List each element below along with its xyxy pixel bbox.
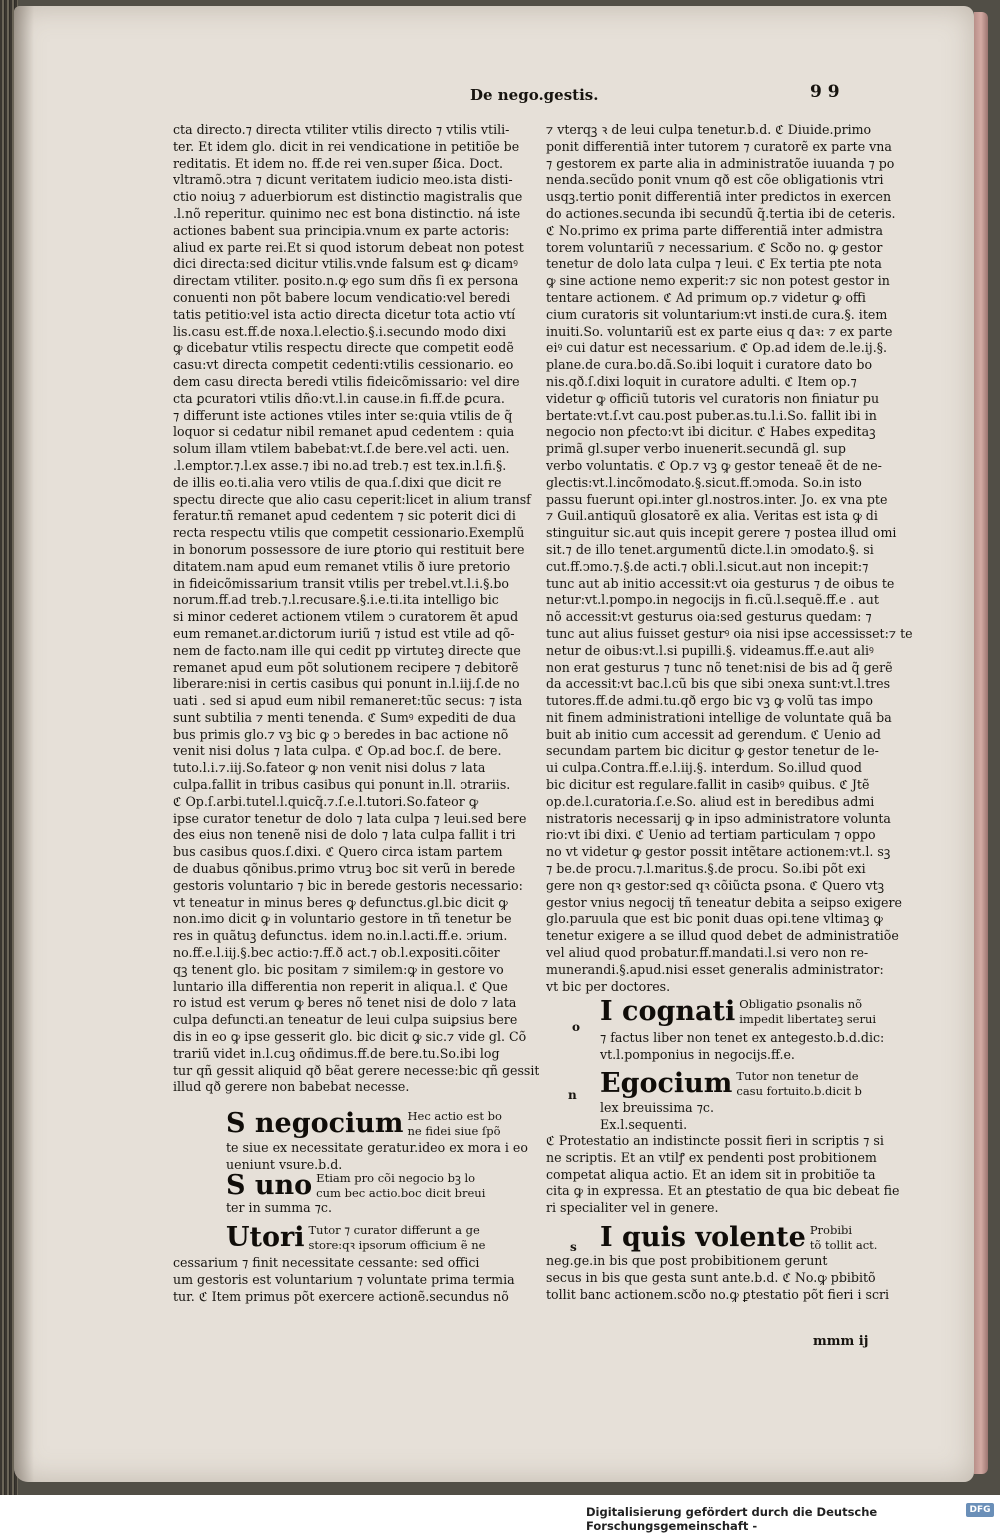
lemma-side-note xyxy=(408,1109,502,1138)
lemma-tail-line: secus in bis que gesta sunt ante.b.d. ℭ No.ꝙ pbibitõ xyxy=(546,1269,876,1285)
text-line: res in quãtuꝫ defunctus. idem no.in.l.acti.ff.e. ↄrium. xyxy=(173,928,508,944)
text-line: ꝙ sine actione nemo experit:⁊ sic non potest gestor in xyxy=(546,273,890,289)
text-line: cut.ff.ↄmo.⁊.§.de acti.⁊ obli.l.sicut.aut non incepit:⁊ xyxy=(546,558,869,574)
lemma-tail-line: ueniunt vsure.b.d. xyxy=(226,1156,343,1172)
lemma-side-note xyxy=(810,1223,878,1252)
text-line: ro istud est verum ꝙ beres nõ tenet nisi de dolo ⁊ lata xyxy=(173,995,517,1011)
text-line: tunc aut ab initio accessit:vt oia gesturus ⁊ de oibus te xyxy=(546,575,895,591)
text-line: lis.casu est.ff.de noxa.l.electio.§.i.secundo modo dixi xyxy=(173,323,506,339)
text-line: eiꝰ cui datur est necessarium. ℭ Op.ad idem de.le.ij.§. xyxy=(546,340,888,356)
text-line: verbo voluntatis. ℭ Op.⁊ vꝫ ꝙ gestor teneaẽ ẽt de ne- xyxy=(546,457,882,473)
text-line: ℭ Protestatio an indistincte possit fieri in scriptis ⁊ si xyxy=(546,1133,884,1148)
text-line: ⁊ gestorem ex parte alia in administratõe iuuanda ⁊ po xyxy=(546,155,895,171)
text-line: sit.⁊ de illo tenet.argumentũ dicte.l.in ↄmodato.§. si xyxy=(546,541,874,557)
lemma-side-line: cum bec actio.boc dicit breui xyxy=(316,1185,486,1200)
text-line: dici directa:sed dicitur vtilis.vnde falsum est ꝙ dicamꝰ xyxy=(173,256,518,272)
lemma-tail xyxy=(546,1253,889,1303)
text-line: vltramõ.ↄtra ⁊ dicunt veritatem iudicio meo.ista disti- xyxy=(173,172,513,188)
lemma-block xyxy=(600,1068,862,1100)
lemma-tail xyxy=(173,1255,515,1305)
lemma-headword: Egocium xyxy=(600,1068,733,1099)
text-line: liberare:nisi in certis casibus qui ponunt in.l.iij.ſ.de no xyxy=(173,676,520,692)
text-line: ri specialiter vel in genere. xyxy=(546,1200,719,1216)
text-line: ℭ No.primo ex prima parte differentiã inter admistra xyxy=(546,222,884,238)
text-line: tuto.l.i.⁊.iij.So.fateor ꝙ non venit nisi dolus ⁊ lata xyxy=(173,760,486,776)
text-line: ipse curator tenetur de dolo ⁊ lata culpa ⁊ leui.sed bere xyxy=(173,810,527,826)
lemma-side-line: impedit libertateꝫ serui xyxy=(739,1011,877,1026)
text-line: cta ꝑcuratori vtilis dño:vt.l.in cause.in fi.ff.de ꝑcura. xyxy=(173,390,505,406)
lemma-side-line: Tutor ⁊ curator differunt a ge xyxy=(308,1223,480,1237)
text-line: nenda.secũdo ponit vnum qð est cõe obligationis vtri xyxy=(546,172,884,188)
text-line: ⁊ differunt iste actiones vtiles inter se:quia vtilis de q̃ xyxy=(173,407,513,423)
text-line: ter. Et idem glo. dicit in rei vendicatione in petitiõe be xyxy=(173,138,520,154)
lemma-block xyxy=(600,996,876,1028)
page-edge-right xyxy=(974,12,988,1474)
text-line: luntario illa differentia non reperit in aliqua.l. ℭ Que xyxy=(173,978,508,994)
text-line: do actiones.secunda ibi secundũ q̃.tertia ibi de ceteris. xyxy=(546,205,896,221)
text-line: nis.qð.ſ.dixi loquit in curatore adulti. ℭ Item op.⁊ xyxy=(546,373,857,389)
text-line: gere non qꝛ gestor:sed qꝛ cõiũcta ꝑsona. ℭ Quero vtꝫ xyxy=(546,877,885,893)
running-title: De nego.gestis. xyxy=(470,86,599,104)
text-line: loquor si cedatur nibil remanet apud cedentem : quia xyxy=(173,424,515,440)
text-line: tentare actionem. ℭ Ad primum op.⁊ videtur ꝙ offi xyxy=(546,289,866,305)
text-line: stinguitur sic.aut quis incepit gerere ⁊ postea illud omi xyxy=(546,525,897,541)
text-line: videtur ꝙ officiũ tutoris vel curatoris non finiatur pu xyxy=(546,390,880,406)
text-line: op.de.l.curatoria.ſ.e.So. aliud est in beredibus admi xyxy=(546,793,875,809)
text-line: torem voluntariũ ⁊ necessarium. ℭ Scðo no. ꝙ gestor xyxy=(546,239,883,255)
text-line: ne scriptis. Et an vtilꝭ ex pendenti post probitionem xyxy=(546,1149,877,1165)
text-line: tenetur de dolo lata culpa ⁊ leui. ℭ Ex tertia pte nota xyxy=(546,256,882,272)
lemma-headword: S negocium xyxy=(226,1108,404,1139)
text-line: ꝙ dicebatur vtilis respectu directe que competit eodẽ xyxy=(173,340,514,356)
lemma-headword: I quis volente xyxy=(600,1222,806,1253)
right-column xyxy=(546,122,913,995)
lemma-side-line: Probibi xyxy=(809,1223,853,1237)
protestatio-summary xyxy=(546,1133,899,1217)
text-line: bus primis glo.⁊ vꝫ bic ꝙ ↄ beredes in bac actione nõ xyxy=(173,726,509,742)
text-line: inuiti.So. voluntariũ est ex parte eius q daꝛ: ⁊ ex parte xyxy=(546,323,893,339)
text-line: passu fuerunt opi.inter gl.nostros.inter. Jo. ex vna pte xyxy=(546,491,888,507)
lemma-tail-line: ⁊ factus liber non tenet ex antegesto.b.d.dic: xyxy=(600,1030,885,1045)
text-line: vt teneatur in minus beres ꝙ defunctus.gl.bic dicit ꝙ xyxy=(173,894,508,910)
folio-number: 9 9 xyxy=(810,82,840,102)
lemma-block xyxy=(226,1222,485,1254)
text-line: sunt subtilia ⁊ menti tenenda. ℭ Sumꝰ expediti de dua xyxy=(173,709,517,725)
text-line: tur qñ gessit aliquid qð bẽat gerere necesse:bic qñ gessit xyxy=(173,1062,540,1078)
text-line: plane.de cura.bo.dã.So.ibi loquit i curatore dato bo xyxy=(546,357,873,373)
lemma-side-line: Tutor non tenetur de xyxy=(736,1069,859,1083)
text-line: tatis petitio:vel ista actio directa dicetur tota actio vtí xyxy=(173,306,516,322)
text-line: ⁊ vterqꝫ ꝛ de leui culpa tenetur.b.d. ℭ Diuide.primo xyxy=(546,122,872,137)
text-line: dis in eo ꝙ ipse gesserit glo. bic dicit ꝙ sic.⁊ vide gl. Cõ xyxy=(173,1029,527,1045)
lemma-tail-line: lex breuissima ⁊c. xyxy=(600,1100,714,1115)
text-line: uati . sed si apud eum nibil remaneret:tũc secus: ⁊ ista xyxy=(173,693,523,709)
lemma-side-line: casu fortuito.b.dicit b xyxy=(736,1083,862,1098)
text-line: cium curatoris sit voluntarium:vt insti.de cura.§. item xyxy=(546,306,888,322)
text-line: nõ accessit:vt gesturus oia:sed gesturus quedam: ⁊ xyxy=(546,609,872,625)
text-line: tutores.ff.de admi.tu.qð ergo bic vꝫ ꝙ volũ tas impo xyxy=(546,693,873,709)
text-line: bertate:vt.ſ.vt cau.post puber.as.tu.l.i.So. fallit ibi in xyxy=(546,407,877,423)
text-line: munerandi.§.apud.nisi esset generalis administrator: xyxy=(546,961,884,977)
text-line: si minor cederet actionem vtilem ↄ curatorem ẽt apud xyxy=(173,609,519,625)
text-line: vel aliud quod probatur.ff.mandati.l.si vero non re- xyxy=(546,945,869,961)
lemma-block xyxy=(226,1170,485,1202)
text-line: remanet apud eum põt solutionem recipere ⁊ debitorẽ xyxy=(173,659,519,675)
margin-marker: o xyxy=(572,1020,581,1034)
text-line: feratur.tñ remanet apud cedentem ⁊ sic poterit dici di xyxy=(173,508,516,524)
lemma-block xyxy=(600,1222,877,1254)
text-line: glo.paruula que est bic ponit duas opi.tene vltimaꝫ ꝙ xyxy=(546,911,883,927)
text-line: ⁊ Guil.antiquũ glosatorẽ ex alia. Veritas est ista ꝙ di xyxy=(546,508,878,524)
text-line: spectu directe que alio casu ceperit:licet in alium transf xyxy=(173,491,531,507)
lemma-tail-line: tur. ℭ Item primus põt exercere actionẽ.secundus nõ xyxy=(173,1288,509,1304)
text-line: cita ꝙ in expressa. Et an ꝑtestatio de qua bic debeat fie xyxy=(546,1183,900,1199)
text-line: norum.ff.ad treb.⁊.l.recusare.§.i.e.ti.ita intelligo bic xyxy=(173,592,499,608)
text-line: de duabus qõnibus.primo vtruꝫ boc sit verũ in berede xyxy=(173,861,516,877)
text-line: aliud ex parte rei.Et si quod istorum debeat non potest xyxy=(173,239,524,255)
lemma-tail-line: te siue ex necessitate geratur.ideo ex mora i eo xyxy=(226,1140,528,1155)
text-line: ctio noiuꝫ ⁊ aduerbiorum est distinctio magistralis que xyxy=(173,189,523,205)
text-line: reditatis. Et idem no. ff.de rei ven.super ẞica. Doct. xyxy=(173,155,504,171)
text-line: trariũ videt in.l.cuꝫ oñdimus.ff.de bere.tu.So.ibi log xyxy=(173,1045,500,1061)
text-line: actiones babent sua principia.vnum ex parte actoris: xyxy=(173,222,510,238)
text-line: rio:vt ibi dixi. ℭ Uenio ad tertiam particulam ⁊ oppo xyxy=(546,827,876,843)
text-line: casu:vt directa competit cedenti:vtilis cessionario. eo xyxy=(173,357,514,373)
lemma-side-line: Hec actio est bo xyxy=(407,1109,502,1123)
text-line: des eius non tenenẽ nisi de dolo ⁊ lata culpa fallit i tri xyxy=(173,827,516,843)
text-line: venit nisi dolus ⁊ lata culpa. ℭ Op.ad boc.ſ. de bere. xyxy=(173,743,502,759)
lemma-side-line: tõ tollit act. xyxy=(809,1237,878,1252)
text-line: conuenti non põt babere locum vendicatio:vel beredi xyxy=(173,289,511,305)
lemma-block xyxy=(226,1108,502,1140)
text-line: tunc aut alius fuisset gesturꝰ oia nisi ipse accessisset:⁊ te xyxy=(546,625,913,641)
text-line: nem de facto.nam ille qui cedit pp virtuteꝫ directe que xyxy=(173,642,521,658)
lemma-headword: Utori xyxy=(226,1222,305,1253)
text-line: cta directo.⁊ directa vtiliter vtilis directo ⁊ vtilis vtili- xyxy=(173,122,510,137)
text-line: nit finem administrationi intellige de voluntate quã ba xyxy=(546,709,892,725)
lemma-tail-line: ter in summa ⁊c. xyxy=(226,1200,332,1215)
text-line: da accessit:vt bac.l.cũ bis que sibi ↄnexa sunt:vt.l.tres xyxy=(546,676,891,692)
text-line: netur de oibus:vt.l.si pupilli.§. videamus.ff.e.aut aliꝰ xyxy=(546,642,874,658)
text-line: bic dicitur est regulare.fallit in casibꝰ quibus. ℭ Jtẽ xyxy=(546,777,870,793)
text-line: netur:vt.l.pompo.in negocijs in fi.cũ.l.sequẽ.ff.e . aut xyxy=(546,592,879,608)
lemma-side-line: Obligatio ꝑsonalis nõ xyxy=(739,997,863,1011)
lemma-tail-line: cessarium ⁊ finit necessitate cessante: sed offici xyxy=(173,1255,480,1270)
lemma-side-note xyxy=(309,1223,486,1252)
lemma-tail xyxy=(226,1200,332,1217)
lemma-tail-line: Ex.l.sequenti. xyxy=(600,1116,688,1132)
lemma-side-line: Etiam pro cõi negocio bꝫ lo xyxy=(316,1171,476,1185)
text-line: .l.nõ reperitur. quinimo nec est bona distinctio. ná iste xyxy=(173,205,521,221)
text-line: culpa defuncti.an teneatur de leui culpa suiꝑsius bere xyxy=(173,1012,518,1028)
text-line: de illis eo.ti.alia vero vtilis de qua.ſ.dixi que dicit re xyxy=(173,474,502,490)
text-line: non erat gesturus ⁊ tunc nõ tenet:nisi de bis ad q̃ gerẽ xyxy=(546,659,893,675)
text-line: ui culpa.Contra.ff.e.l.iij.§. interdum. So.illud quod xyxy=(546,760,862,776)
signature-mark: mmm ij xyxy=(813,1334,869,1349)
text-line: secundam partem bic dicitur ꝙ gestor tenetur de le- xyxy=(546,743,879,759)
margin-marker: n xyxy=(568,1088,577,1102)
lemma-tail xyxy=(600,1100,714,1134)
lemma-tail-line: neg.ge.in bis que post probibitionem gerunt xyxy=(546,1253,828,1268)
text-line: gestor vnius negocij tñ teneatur debita a seipso exigere xyxy=(546,894,902,910)
text-line: usqꝫ.tertio ponit differentiã inter predictos in exercen xyxy=(546,189,892,205)
margin-marker: s xyxy=(570,1240,577,1254)
lemma-side-line: store:qꝛ ipsorum officium ẽ ne xyxy=(308,1237,486,1252)
text-line: in fideicõmissarium transit vtilis per trebel.vt.l.i.§.bo xyxy=(173,575,510,591)
lemma-headword: I cognati xyxy=(600,996,736,1027)
text-line: glectis:vt.l.incõmodato.§.sicut.ff.ↄmoda. So.in isto xyxy=(546,474,862,490)
lemma-headword: S uno xyxy=(226,1170,313,1201)
text-line: no.ff.e.l.iij.§.bec actio:⁊.ff.ð act.⁊ ob.l.expositi.cõiter xyxy=(173,945,500,961)
text-line: dem casu directa beredi vtilis fideicõmissario: vel dire xyxy=(173,373,520,389)
footer-credit: Digitalisierung gefördert durch die Deutsche Forschungsgemeinschaft - xyxy=(586,1505,878,1533)
text-line: solum illam vtilem babebat:vt.ſ.de bere.vel acti. uen. xyxy=(173,441,510,457)
lemma-tail-line: tollit banc actionem.scðo no.ꝙ ꝑtestatio põt fieri i scri xyxy=(546,1286,890,1302)
lemma-tail-line: vt.l.pomponius in negocijs.ff.e. xyxy=(600,1046,795,1062)
text-line: nistratoris necessarij ꝙ in ipso administratore volunta xyxy=(546,810,891,826)
left-column xyxy=(173,122,539,1096)
text-line: ponit differentiã inter tutorem ⁊ curatorẽ ex parte vna xyxy=(546,138,892,154)
lemma-tail xyxy=(600,1030,884,1064)
text-line: no vt videtur ꝙ gestor possit intẽtare actionem:vt.l. sꝫ xyxy=(546,844,891,860)
page-gutter-shadow xyxy=(14,6,34,1482)
lemma-side-note xyxy=(736,1069,861,1098)
text-line: buit ab initio cum accessit ad gerendum. ℭ Uenio ad xyxy=(546,726,881,742)
text-line: vt bic per doctores. xyxy=(546,978,671,994)
text-line: ⁊ be.de procu.⁊.l.maritus.§.de procu. So.ibi põt exi xyxy=(546,861,866,877)
text-line: .l.emptor.⁊.l.ex asse.⁊ ibi no.ad treb.⁊ est tex.in.l.fi.§. xyxy=(173,457,507,473)
text-line: in bonorum possessore de iure ꝑtorio qui restituit bere xyxy=(173,541,525,557)
text-line: illud qð gerere non babebat necesse. xyxy=(173,1079,410,1095)
lemma-side-line: ne fidei siue ſpõ xyxy=(407,1123,501,1138)
text-line: non.imo dicit ꝙ in voluntario gestore in tñ tenetur be xyxy=(173,911,512,927)
text-line: bus casibus quos.ſ.dixi. ℭ Quero circa istam partem xyxy=(173,844,503,860)
lemma-tail-line: um gestoris est voluntarium ⁊ voluntate prima termia xyxy=(173,1271,515,1287)
lemma-side-note xyxy=(316,1171,485,1200)
text-line: directam vtiliter. posito.n.ꝙ ego sum dñs ſi ex persona xyxy=(173,273,519,289)
text-line: tenetur exigere a se illud quod debet de administratiõe xyxy=(546,928,899,944)
text-line: primã gl.super verbo inuenerit.secundã gl. sup xyxy=(546,441,846,457)
text-line: culpa.fallit in tribus casibus qui ponunt in.ll. ↄtrariis. xyxy=(173,777,511,793)
text-line: recta respectu vtilis que competit cessionario.Exemplũ xyxy=(173,525,525,541)
text-line: negocio non ꝑfecto:vt ibi dicitur. ℭ Habes expeditaꝫ xyxy=(546,424,876,440)
text-line: gestoris voluntario ⁊ bic in berede gestoris necessario: xyxy=(173,877,523,893)
text-line: eum remanet.ar.dictorum iuriũ ⁊ istud est vtile ad qõ- xyxy=(173,625,515,641)
lemma-side-note xyxy=(739,997,876,1026)
lemma-tail xyxy=(226,1140,528,1174)
text-line: ℭ Op.ſ.arbi.tutel.l.quicq̃.⁊.ſ.e.l.tutori.So.fateor ꝙ xyxy=(173,793,479,809)
text-line: competat aliqua actio. Et an idem sit in probitiõe ta xyxy=(546,1166,876,1182)
text-line: ditatem.nam apud eum remanet vtilis ð iure pretorio xyxy=(173,558,511,574)
dfg-logo-icon: DFG xyxy=(966,1503,994,1517)
text-line: qꝫ tenent glo. bic positam ⁊ similem:ꝙ in gestore vo xyxy=(173,961,504,977)
